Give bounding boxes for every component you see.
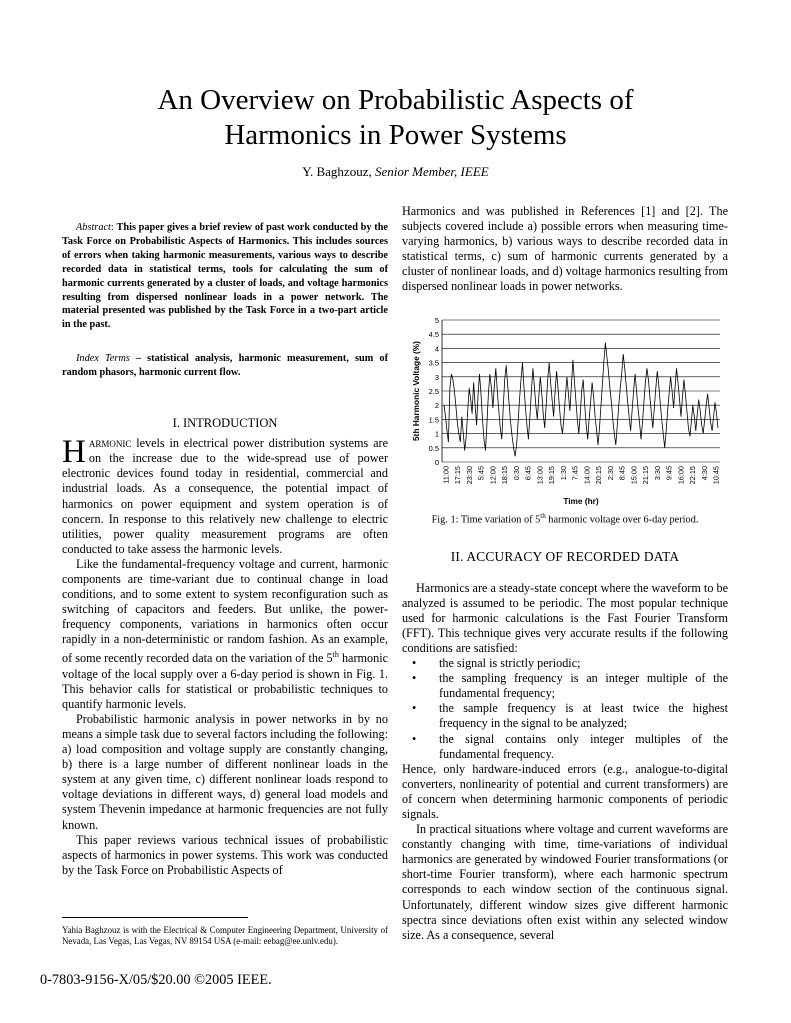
x-tick-label: 10:45 [711,466,721,485]
intro-paragraph-2-sup: th [332,650,339,660]
harmonic-voltage-chart [408,314,728,510]
x-axis-label: Time (hr) [563,496,599,506]
author-title: Senior Member, IEEE [374,164,489,179]
figure-caption-text-a: Fig. 1: Time variation of 5 [431,514,541,526]
section-2-heading: II. ACCURACY OF RECORDED DATA [450,548,680,564]
footnote-rule [62,917,248,918]
paper-title-line-1: An Overview on Probabilistic Aspects of [157,84,634,116]
author-name: Y. Baghzouz, [302,164,375,179]
y-tick-label: 3 [434,372,439,382]
x-tick-label: 15:00 [629,466,639,485]
x-tick-label: 22:15 [688,466,698,485]
index-terms-label: Index Terms [76,353,130,365]
footnote: Yahia Baghzouz is with the Electrical & Computer Engineering Department, University of Nevada, Las Vegas, Las Vegas, NV 89154 USA (e-mail: eebag@ee.unlv.edu). [62,925,388,947]
x-tick-label: 20:15 [594,466,604,485]
x-tick-label: 13:00 [535,466,545,485]
index-terms [62,352,388,380]
y-tick-label: 2 [434,401,439,411]
x-tick-label: 23:30 [464,466,474,485]
y-tick-label: 0.5 [428,443,439,453]
intro-paragraph-2 [62,557,388,712]
x-tick-label: 2:30 [605,466,615,481]
y-tick-label: 2.5 [428,387,439,396]
x-tick-label: 19:15 [547,466,557,485]
figure-caption-sup: th [540,512,546,520]
right-paragraph-1: Harmonics and was published in References [1] and [2]. The subjects covered include a) possible errors when measuring time-varying harmonics, b) various ways to describe recorded data in statistical terms, c) sum of harmonic currents generated by a cluster of nonlinear loads, and d) voltage harmonics resulting from dispersed nonlinear loads in power networks. [402,204,728,294]
intro-smallcaps: armonic [88,436,132,451]
intro-paragraph-1 [62,436,388,557]
intro-paragraph-2-text-a: Like the fundamental-frequency voltage and current, harmonic components are time-variant due to continual change in load conditions, and to some extent to system reconfiguration such as switching of capacitors and feeders. But unlike, the power-frequency components, variations in harmonics often occur rapidly in a non-deterministic or random fashion. As an example, of some recently recorded data on the variation of the 5 [62,556,388,666]
abstract: Abstract: This paper gives a brief review of past work conducted by the Task Force on Probabilistic Aspects of Harmonics. This includes sources of errors when taking harmonic measurements, various ways to describe recorded data in statistical terms, tools for calculating the sum of harmonic currents generated by a cluster of loads, and voltage harmonics resulting from dispersed nonlinear loads in a power network. The material presented was published by the Task Force in a two-part article in the past. [62,222,389,331]
x-tick-label: 1:30 [558,466,568,481]
figure-caption-text-b: harmonic voltage over 6-day period. [545,514,699,526]
series-line-0 [444,343,718,457]
section-2-paragraph-3: In practical situations where voltage and current waveforms are constantly changing with time, time-variations of individual harmonics are generated by windowed Fourier transformations (or short-time Fourier transform), where each harmonic spectrum corresponds to each window section of the continuous signal. Unfortunately, different window sizes give different harmonic spectra since deviations often exist within any selected window size. As a consequence, several [402,822,728,942]
list-item: • the sample frequency is at least twice the highest frequency in the signal to be analyzed; [439,701,728,731]
abstract-label: Abstract [76,222,111,233]
right-column [402,204,728,295]
section-2-paragraph-1: Harmonics are a steady-state concept where the waveform to be analyzed is assumed to be periodic. The most popular technique used for harmonic calculations is the Fast Fourier Transform (FFT). This technique gives very accurate results if the following conditions are satisfied: [402,580,728,655]
x-tick-label: 4:30 [699,466,709,481]
x-tick-label: 18:15 [500,466,510,485]
x-tick-label: 16:00 [676,466,686,485]
section-2-paragraph-2: Hence, only hardware-induced errors (e.g., analogue-to-digital converters, nonlinearity of potential and current transformers) are of concern when determining harmonic components of periodic signals. [402,761,728,822]
y-tick-label: 1 [434,429,439,439]
y-tick-label: 5 [434,316,439,325]
x-tick-label: 5:45 [476,466,486,481]
author-line [0,164,791,180]
x-tick-label: 0:30 [511,466,521,481]
right-column-lower [402,509,728,943]
x-tick-label: 14:00 [582,466,592,485]
y-tick-label: 3.5 [428,358,439,368]
paper-title-line-2: Harmonics in Power Systems [224,119,567,151]
y-tick-label: 0 [434,458,439,467]
intro-paragraph-4: This paper reviews various technical issues of probabilistic aspects of harmonics in power systems. This work was conducted by the Task Force on Probabilistic Aspects of [62,832,388,877]
y-axis-label: 5th Harmonic Voltage (%) [411,341,421,441]
intro-paragraph-2-text-b: harmonic voltage of the local supply over a 6-day period is shown in Fig. 1. This behavior calls for statistical or probabilistic techniques to quantify harmonic levels. [62,651,388,711]
abstract-text: This paper gives a brief review of past work conducted by the Task Force on Probabilistic Aspects of Harmonics. This includes sources of errors when taking harmonic measurements, various ways to describe recorded data in statistical terms, tools for calculating the sum of harmonic currents generated by a cluster of loads, and voltage harmonics resulting from dispersed nonlinear loads in a power network. The material presented was published by the Task Force in a two-part article in the past. [62,222,389,331]
copyright-notice: 0-7803-9156-X/05/$20.00 ©2005 IEEE. [40,972,272,988]
y-tick-label: 4 [434,344,439,354]
intro-paragraph-1-text: levels in electrical power distribution systems are on the increase due to the wide-spread use of power electronic devices found today in residential, commercial and industrial loads. As a consequence, the potential impact of harmonics on power equipment and system operation is of concern. In response to this relatively new challenge to electric utilities, power quality measurement programs are often conducted to take assess the harmonic levels. [62,436,388,556]
x-tick-label: 9:45 [664,466,674,481]
intro-dropcap: H [62,434,86,471]
x-tick-label: 3:30 [652,466,662,481]
list-item: • the sampling frequency is an integer multiple of the fundamental frequency; [439,671,728,701]
x-tick-label: 21:15 [641,466,651,485]
x-tick-label: 6:45 [523,466,533,481]
index-terms-text: – statistical analysis, harmonic measurement, sum of random phasors, harmonic current flow. [62,353,388,379]
intro-paragraph-3: Probabilistic harmonic analysis in power networks in by no means a simple task due to several factors including the following: a) load composition and voltage supply are constantly changing, b) there is a large number of different nonlinear loads in the system at any given time, c) different nonlinear loads respond to voltage deviations in different ways, d) general load models and system Thevenin impedance at harmonic frequencies are not fully known. [62,711,388,832]
figure-caption [402,509,728,528]
conditions-list [402,656,728,762]
x-tick-label: 12:00 [488,466,498,485]
left-column [62,221,388,878]
x-tick-label: 8:45 [617,466,627,481]
x-tick-label: 7:45 [570,466,580,481]
y-tick-label: 1.5 [428,415,439,425]
list-item: • the signal contains only integer multiples of the fundamental frequency. [439,732,728,762]
x-tick-label: 11:00 [441,466,451,484]
section-1-heading: I. INTRODUCTION [172,416,278,431]
x-tick-label: 17:15 [453,466,463,485]
y-tick-label: 4.5 [428,330,439,340]
list-item: • the signal is strictly periodic; [439,656,728,671]
